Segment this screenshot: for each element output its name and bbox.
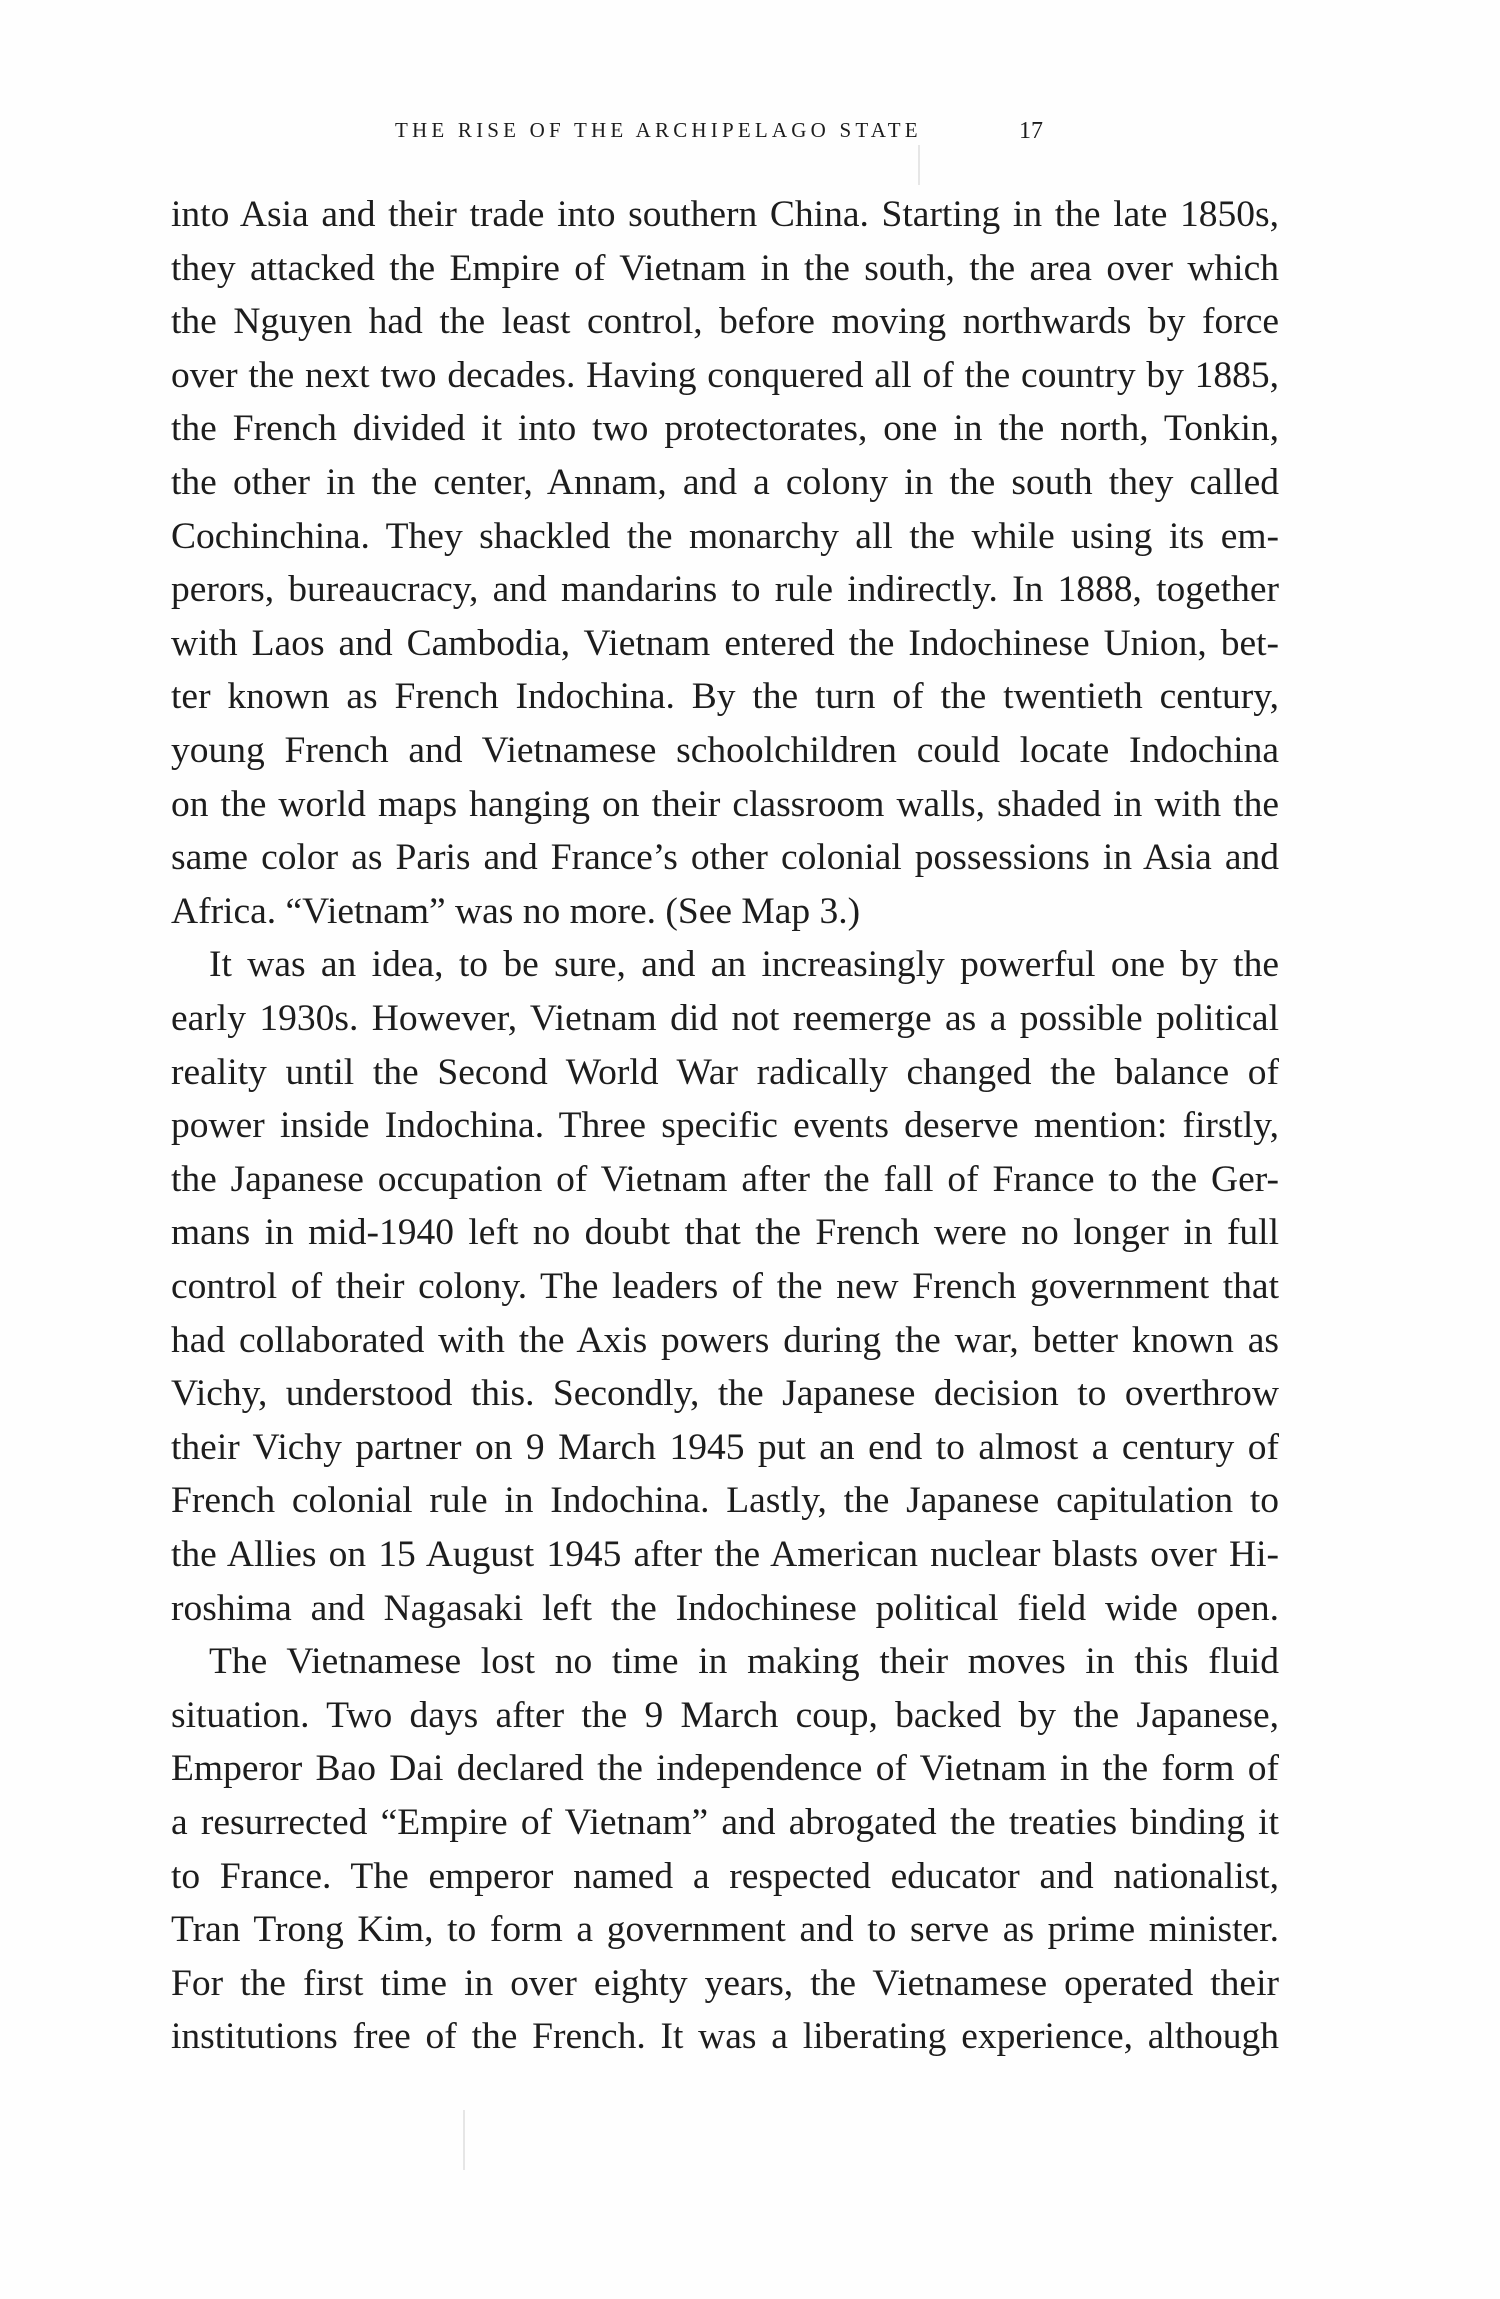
text-line: a resurrected “Empire of Vietnam” and abrogated the treaties binding it	[171, 1802, 1279, 1843]
text-line: the Allies on 15 August 1945 after the American nuclear blasts over Hi-	[171, 1534, 1279, 1575]
text-line: Africa. “Vietnam” was no more. (See Map 3.)	[171, 890, 861, 932]
text-line: Vichy, understood this. Secondly, the Japanese decision to overthrow	[171, 1373, 1279, 1415]
text-line: they attacked the Empire of Vietnam in the south, the area over which	[171, 247, 1279, 289]
text-line: the other in the center, Annam, and a colony in the south they called	[171, 462, 1279, 503]
scan-artifact-line	[918, 145, 920, 185]
text-line: ter known as French Indochina. By the turn of the twentieth century,	[171, 676, 1279, 718]
scan-artifact-line	[463, 2110, 465, 2170]
text-line: reality until the Second World War radically changed the balance of	[171, 1051, 1279, 1093]
text-line: roshima and Nagasaki left the Indochinese political field wide open.	[171, 1587, 1279, 1629]
text-line: For the first time in over eighty years, the Vietnamese operated their	[171, 1962, 1279, 2004]
text-line: Cochinchina. They shackled the monarchy all the while using its em-	[171, 515, 1279, 557]
text-line: their Vichy partner on 9 March 1945 put an end to almost a century of	[171, 1426, 1279, 1468]
page-number: 17	[1019, 118, 1043, 144]
text-line: the French divided it into two protectorates, one in the north, Tonkin,	[171, 408, 1279, 450]
text-line: French colonial rule in Indochina. Lastly, the Japanese capitulation to	[171, 1480, 1279, 1522]
text-line: into Asia and their trade into southern China. Starting in the late 1850s,	[171, 194, 1279, 235]
text-line: situation. Two days after the 9 March coup, backed by the Japanese,	[171, 1694, 1279, 1736]
text-line: It was an idea, to be sure, and an increasingly powerful one by the	[209, 944, 1279, 986]
text-line: on the world maps hanging on their classroom walls, shaded in with the	[171, 783, 1279, 825]
text-line: the Japanese occupation of Vietnam after the fall of France to the Ger-	[171, 1158, 1279, 1200]
text-line: mans in mid-1940 left no doubt that the French were no longer in full	[171, 1212, 1279, 1254]
text-line: early 1930s. However, Vietnam did not reemerge as a possible political	[171, 998, 1279, 1039]
text-line: with Laos and Cambodia, Vietnam entered the Indochinese Union, bet-	[171, 622, 1279, 664]
text-line: same color as Paris and France’s other colonial possessions in Asia and	[171, 837, 1279, 879]
text-line: young French and Vietnamese schoolchildren could locate Indochina	[171, 730, 1279, 771]
text-line: The Vietnamese lost no time in making their moves in this fluid	[209, 1641, 1279, 1683]
text-line: had collaborated with the Axis powers during the war, better known as	[171, 1319, 1279, 1361]
text-line: perors, bureaucracy, and mandarins to rule indirectly. In 1888, together	[171, 569, 1279, 611]
running-head	[395, 118, 1043, 148]
text-line: over the next two decades. Having conquered all of the country by 1885,	[171, 354, 1279, 396]
text-line: control of their colony. The leaders of the new French government that	[171, 1266, 1279, 1307]
text-line: power inside Indochina. Three specific events deserve mention: firstly,	[171, 1105, 1279, 1147]
text-line: the Nguyen had the least control, before moving northwards by force	[171, 301, 1279, 343]
text-line: Emperor Bao Dai declared the independence of Vietnam in the form of	[171, 1748, 1279, 1790]
text-line: to France. The emperor named a respected educator and nationalist,	[171, 1855, 1279, 1897]
text-line: institutions free of the French. It was a liberating experience, although	[171, 2016, 1279, 2058]
text-line: Tran Trong Kim, to form a government and to serve as prime minister.	[171, 1909, 1279, 1951]
running-title: THE RISE OF THE ARCHIPELAGO STATE	[395, 118, 922, 142]
